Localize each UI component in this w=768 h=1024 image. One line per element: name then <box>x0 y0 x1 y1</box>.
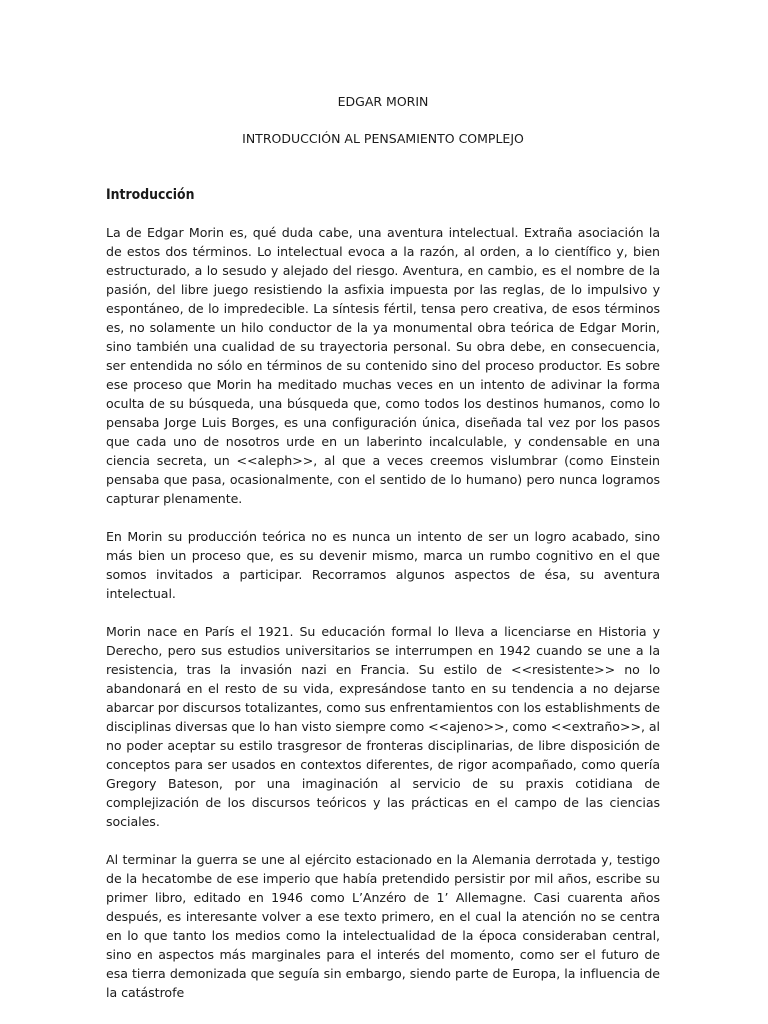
document-title: INTRODUCCIÓN AL PENSAMIENTO COMPLEJO <box>242 131 524 146</box>
paragraph-3: Morin nace en París el 1921. Su educación formal lo lleva a licenciarse en Historia y Derecho, pero sus estudios universitarios se interrumpen en 1942 cuando se une a la resistencia, tras la invasión nazi en Francia. Su estilo de <<resistente>> no lo abandonará en el resto de su vida, expresándose tanto en su tendencia a no dejarse abarcar por discursos totalizantes, como sus enfrentamientos con los establishments de disciplinas diversas que lo han visto siempre como <<ajeno>>, como <<extraño>>, al no poder aceptar su estilo trasgresor de fronteras disciplinarias, de libre disposición de conceptos para ser usados en contextos diferentes, de rigor acompañado, como quería Gregory Bateson, por una imaginación al servicio de su praxis cotidiana de complejización de los discursos teóricos y las prácticas en el campo de las ciencias sociales. <box>106 624 660 829</box>
body-text <box>106 223 660 1021</box>
paragraph-1: La de Edgar Morin es, qué duda cabe, una aventura intelectual. Extraña asociación la de estos dos términos. Lo intelectual evoca a la razón, al orden, a lo científico y, bien estructurado, a lo sesudo y alejado del riesgo. Aventura, en cambio, es el nombre de la pasión, del libre juego resistiendo la asfixia impuesta por las reglas, de lo impulsivo y espontáneo, de lo impredecible. La síntesis fértil, tensa pero creativa, de esos términos es, no solamente un hilo conductor de la ya monumental obra teórica de Edgar Morin, sino también una cualidad de su trayectoria personal. Su obra debe, en consecuencia, ser entendida no sólo en términos de su contenido sino del proceso productor. Es sobre ese proceso que Morin ha meditado muchas veces en un intento de adivinar la forma oculta de su búsqueda, una búsqueda que, como todos los destinos humanos, como lo pensaba Jorge Luis Borges, es una configuración única, diseñada tal vez por los pasos que cada uno de nosotros urde en un laberinto incalculable, y condensable en una ciencia secreta, un <<aleph>>, al que a veces creemos vislumbrar (como Einstein pensaba que pasa, ocasionalmente, con el sentido de lo humano) pero nunca logramos capturar plenamente. <box>106 225 660 506</box>
section-heading: Introducción <box>106 187 195 203</box>
author-name: EDGAR MORIN <box>337 94 429 109</box>
paragraph-4: Al terminar la guerra se une al ejército estacionado en la Alemania derrotada y, testigo de la hecatombe de ese imperio que había pretendido persistir por mil años, escribe su primer libro, editado en 1946 como L’Anzéro de 1’ Allemagne. Casi cuarenta años después, es interesante volver a ese texto primero, en el cual la atención no se centra en lo que tanto los medios como la intelectualidad de la época consideraban central, sino en aspectos más marginales para el interés del momento, como ser el futuro de esa tierra demonizada que seguía sin embargo, siendo parte de Europa, la influencia de la catástrofe <box>106 852 660 1000</box>
paragraph-2: En Morin su producción teórica no es nunca un intento de ser un logro acabado, sino más bien un proceso que, es su devenir mismo, marca un rumbo cognitivo en el que somos invitados a participar. Recorramos algunos aspectos de ésa, su aventura intelectual. <box>106 529 660 601</box>
